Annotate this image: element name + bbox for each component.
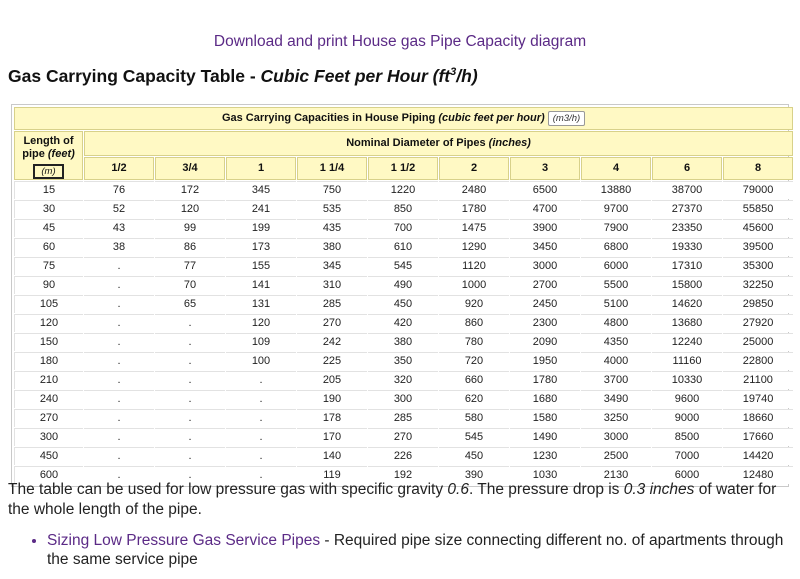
capacity-cell: 2700 [510,276,580,294]
capacity-cell: 21100 [723,371,793,389]
capacity-cell: 11160 [652,352,722,370]
capacity-cell: 2500 [581,447,651,465]
capacity-cell: 190 [297,390,367,408]
capacity-cell: 3700 [581,371,651,389]
table-row [14,409,793,427]
capacity-cell: 920 [439,295,509,313]
capacity-cell: 1120 [439,257,509,275]
capacity-cell: 780 [439,333,509,351]
capacity-cell: 720 [439,352,509,370]
capacity-cell: . [84,333,154,351]
capacity-cell: 350 [368,352,438,370]
related-links-list [25,531,787,569]
pipe-size-header: 4 [581,157,651,181]
unit-toggle-button[interactable]: (m3/h) [548,111,585,126]
pipe-length-cell: 240 [14,390,83,408]
capacity-cell: 12480 [723,466,793,484]
capacity-cell: 1680 [510,390,580,408]
capacity-cell: 1290 [439,238,509,256]
capacity-cell: 1580 [510,409,580,427]
capacity-cell: 490 [368,276,438,294]
capacity-cell: 22800 [723,352,793,370]
capacity-cell: 9000 [652,409,722,427]
capacity-cell: 1220 [368,181,438,199]
capacity-cell: 131 [226,295,296,313]
pipe-length-cell: 75 [14,257,83,275]
capacity-cell: 241 [226,200,296,218]
capacity-cell: 10330 [652,371,722,389]
pipe-size-header: 1/2 [84,157,154,181]
capacity-cell: . [155,447,225,465]
sizing-service-pipes-link[interactable]: Sizing Low Pressure Gas Service Pipes [47,532,321,549]
capacity-cell: 70 [155,276,225,294]
capacity-cell: 173 [226,238,296,256]
capacity-cell: 15800 [652,276,722,294]
capacity-cell: 119 [297,466,367,484]
pipe-size-header: 8 [723,157,793,181]
capacity-cell: 19740 [723,390,793,408]
pipe-length-cell: 270 [14,409,83,427]
capacity-cell: 435 [297,219,367,237]
table-row [14,333,793,351]
capacity-cell: 38 [84,238,154,256]
capacity-cell: 77 [155,257,225,275]
pipe-size-header: 6 [652,157,722,181]
capacity-cell: 2450 [510,295,580,313]
capacity-cell: . [226,409,296,427]
capacity-cell: 4350 [581,333,651,351]
download-diagram-link[interactable]: Download and print House gas Pipe Capacity diagram [213,33,587,50]
capacity-cell: . [155,428,225,446]
capacity-cell: 25000 [723,333,793,351]
page-title [8,66,478,87]
capacity-cell: 750 [297,181,367,199]
table-row [14,257,793,275]
capacity-cell: 32250 [723,276,793,294]
capacity-cell: 192 [368,466,438,484]
pipe-length-cell: 180 [14,352,83,370]
table-row [14,371,793,389]
capacity-cell: 65 [155,295,225,313]
pipe-length-cell: 450 [14,447,83,465]
table-row [14,200,793,218]
pipe-length-cell: 105 [14,295,83,313]
capacity-cell: 6000 [581,257,651,275]
capacity-cell: 3490 [581,390,651,408]
capacity-cell: 610 [368,238,438,256]
capacity-cell: 450 [368,295,438,313]
capacity-cell: 3250 [581,409,651,427]
capacity-cell: 380 [297,238,367,256]
link-description: - Required pipe size connecting different no. of apartments through the same service pipe [47,532,784,568]
capacity-cell: 6500 [510,181,580,199]
capacity-cell: 17660 [723,428,793,446]
capacity-cell: 6000 [652,466,722,484]
capacity-cell: 1475 [439,219,509,237]
capacity-cell: . [84,352,154,370]
capacity-cell: 3000 [581,428,651,446]
capacity-cell: 35300 [723,257,793,275]
capacity-cell: 14420 [723,447,793,465]
list-item [47,531,787,569]
pipe-length-cell: 45 [14,219,83,237]
capacity-cell: . [155,333,225,351]
capacity-cell: 380 [368,333,438,351]
capacity-cell: 45600 [723,219,793,237]
capacity-cell: 9700 [581,200,651,218]
capacity-cell: 199 [226,219,296,237]
title-unit: Cubic Feet per Hour $(ft^3/h)$ [260,66,478,86]
capacity-cell: 3000 [510,257,580,275]
capacity-cell: 4700 [510,200,580,218]
table-row [14,219,793,237]
capacity-cell: 39500 [723,238,793,256]
table-caption-header: Gas Carrying Capacities in House Piping (cubic feet per hour) (m3/h) [14,107,793,130]
capacity-cell: 545 [439,428,509,446]
capacity-cell: 79000 [723,181,793,199]
capacity-cell: . [84,371,154,389]
capacity-cell: 1950 [510,352,580,370]
capacity-cell: 390 [439,466,509,484]
capacity-cell: . [84,466,154,484]
pipe-length-cell: 15 [14,181,83,199]
capacity-cell: . [155,352,225,370]
capacity-cell: . [155,409,225,427]
capacity-cell: 140 [297,447,367,465]
capacity-cell: . [226,390,296,408]
capacity-cell: . [84,314,154,332]
pipe-size-row [14,157,793,181]
pipe-size-header: 3 [510,157,580,181]
table-row [14,276,793,294]
capacity-cell: . [84,428,154,446]
capacity-cell: 242 [297,333,367,351]
capacity-cell: 18660 [723,409,793,427]
capacity-cell: 43 [84,219,154,237]
capacity-cell: 1000 [439,276,509,294]
capacity-cell: 270 [368,428,438,446]
capacity-cell: 1230 [510,447,580,465]
capacity-cell: 580 [439,409,509,427]
capacity-cell: 2090 [510,333,580,351]
capacity-cell: 1780 [439,200,509,218]
capacity-cell: 178 [297,409,367,427]
capacity-cell: 120 [155,200,225,218]
capacity-cell: 13680 [652,314,722,332]
capacity-cell: 1490 [510,428,580,446]
diameter-header: Nominal Diameter of Pipes (inches) [84,131,793,156]
capacity-cell: 172 [155,181,225,199]
pipe-length-cell: 30 [14,200,83,218]
capacity-cell: 226 [368,447,438,465]
table-row [14,447,793,465]
capacity-cell: 310 [297,276,367,294]
capacity-cell: 29850 [723,295,793,313]
capacity-cell: 4000 [581,352,651,370]
pipe-size-header: 2 [439,157,509,181]
capacity-cell: 76 [84,181,154,199]
capacity-cell: 1780 [510,371,580,389]
capacity-table [11,104,789,487]
capacity-cell: 3450 [510,238,580,256]
capacity-cell: 155 [226,257,296,275]
capacity-cell: . [155,314,225,332]
capacity-cell: 345 [226,181,296,199]
capacity-cell: . [84,390,154,408]
capacity-cell: 14620 [652,295,722,313]
capacity-cell: 285 [297,295,367,313]
capacity-cell: 3900 [510,219,580,237]
length-header: Length of pipe (feet) (m) [14,131,83,180]
table-row [14,314,793,332]
capacity-cell: 2480 [439,181,509,199]
capacity-cell: 86 [155,238,225,256]
table-description: The table can be used for low pressure gas with specific gravity 0.6. The pressure drop is 0.3 inches of water for the whole length of the pipe. [8,481,777,518]
capacity-cell: . [84,295,154,313]
capacity-cell: 7900 [581,219,651,237]
capacity-cell: 9600 [652,390,722,408]
capacity-cell: 1030 [510,466,580,484]
table-row [14,181,793,199]
capacity-cell: 205 [297,371,367,389]
capacity-cell: 23350 [652,219,722,237]
capacity-cell: 545 [368,257,438,275]
pipe-length-cell: 120 [14,314,83,332]
capacity-cell: 850 [368,200,438,218]
capacity-cell: . [155,371,225,389]
capacity-cell: 860 [439,314,509,332]
capacity-cell: 52 [84,200,154,218]
capacity-cell: . [155,390,225,408]
capacity-cell: 7000 [652,447,722,465]
capacity-cell: 6800 [581,238,651,256]
capacity-cell: 141 [226,276,296,294]
capacity-cell: 12240 [652,333,722,351]
capacity-cell: . [226,447,296,465]
table-row [14,295,793,313]
capacity-cell: 27370 [652,200,722,218]
table-row [14,390,793,408]
capacity-cell: 270 [297,314,367,332]
capacity-cell: 345 [297,257,367,275]
capacity-cell: . [155,466,225,484]
pipe-length-cell: 600 [14,466,83,484]
capacity-cell: 700 [368,219,438,237]
title-main: Gas Carrying Capacity Table - [8,66,261,86]
capacity-cell: 535 [297,200,367,218]
capacity-cell: 38700 [652,181,722,199]
table-row [14,238,793,256]
capacity-cell: 660 [439,371,509,389]
capacity-cell: 285 [368,409,438,427]
pipe-length-cell: 90 [14,276,83,294]
capacity-cell: 19330 [652,238,722,256]
capacity-cell: 27920 [723,314,793,332]
capacity-cell: . [84,409,154,427]
table-body [14,181,793,484]
pipe-length-cell: 210 [14,371,83,389]
capacity-cell: 17310 [652,257,722,275]
capacity-cell: . [84,447,154,465]
pipe-size-header: 1 1/4 [297,157,367,181]
capacity-cell: . [84,276,154,294]
pipe-size-header: 1 1/2 [368,157,438,181]
capacity-cell: 5500 [581,276,651,294]
capacity-cell: 320 [368,371,438,389]
capacity-cell: 300 [368,390,438,408]
table-row [14,428,793,446]
capacity-cell: 99 [155,219,225,237]
capacity-cell: 225 [297,352,367,370]
capacity-cell: 8500 [652,428,722,446]
capacity-cell: 620 [439,390,509,408]
pipe-size-header: 3/4 [155,157,225,181]
pipe-length-cell: 150 [14,333,83,351]
capacity-cell: 2300 [510,314,580,332]
capacity-cell: 420 [368,314,438,332]
capacity-cell: . [226,466,296,484]
capacity-cell: 450 [439,447,509,465]
meter-toggle-button[interactable]: (m) [33,164,63,179]
table-row [14,352,793,370]
capacity-cell: 109 [226,333,296,351]
capacity-cell: 2130 [581,466,651,484]
capacity-cell: . [226,428,296,446]
capacity-cell: . [84,257,154,275]
capacity-cell: . [226,371,296,389]
pipe-size-header: 1 [226,157,296,181]
capacity-cell: 100 [226,352,296,370]
capacity-cell: 170 [297,428,367,446]
capacity-cell: 5100 [581,295,651,313]
pipe-length-cell: 60 [14,238,83,256]
capacity-cell: 55850 [723,200,793,218]
capacity-cell: 4800 [581,314,651,332]
pipe-length-cell: 300 [14,428,83,446]
capacity-cell: 120 [226,314,296,332]
capacity-cell: 13880 [581,181,651,199]
